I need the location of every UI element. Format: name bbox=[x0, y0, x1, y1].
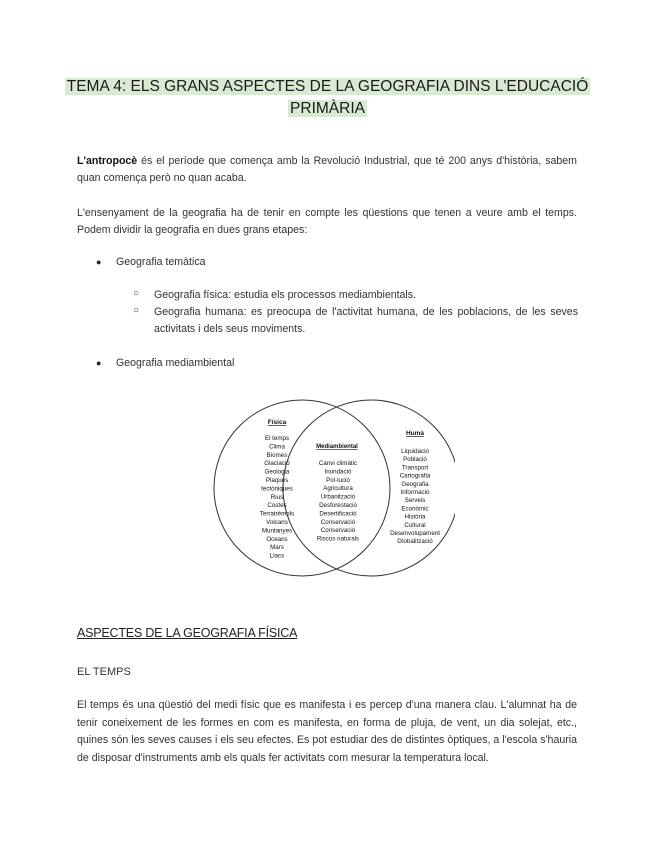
venn-circle-right bbox=[283, 400, 455, 576]
venn-left-item: Llacs bbox=[269, 552, 285, 560]
venn-right-item: Història bbox=[404, 513, 426, 521]
venn-left-item: Rius bbox=[270, 493, 284, 501]
venn-left-item: Plaques bbox=[265, 477, 289, 484]
venn-left-item: Muntanyes bbox=[261, 527, 293, 535]
title-line-2: PRIMÀRIA bbox=[290, 100, 365, 117]
venn-left-title: Física bbox=[267, 419, 287, 426]
section-heading: ASPECTES DE LA GEOGRAFIA FÍSICA bbox=[77, 626, 298, 640]
venn-center-item: Conservació bbox=[320, 527, 356, 535]
venn-left-item: Glaciació bbox=[264, 460, 290, 468]
venn-right-item: Informació bbox=[400, 489, 430, 496]
venn-center-item: Pol·lució bbox=[326, 476, 350, 484]
venn-right-item: Cultural bbox=[404, 521, 426, 529]
venn-center-item: Desertificació bbox=[319, 510, 357, 518]
venn-left-item: Terratrèmols bbox=[259, 510, 295, 518]
venn-center-item: Canvi climàtic bbox=[318, 460, 358, 467]
bullet-dot-icon: ● bbox=[96, 257, 102, 267]
venn-right-item: Geografia bbox=[401, 480, 429, 488]
bullet-mediambiental: Geografia mediambiental bbox=[116, 357, 235, 369]
venn-right-item: Població bbox=[403, 456, 427, 464]
sub-bullet-humana: Geografia humana: es preocupa de l'activitat humana, de les poblacions, de les seves activitats i dels seus moviments. bbox=[154, 306, 578, 335]
venn-right-item: Globalització bbox=[397, 538, 433, 546]
section-body: El temps és una qüestió del medi físic que es manifesta i es percep d'una manera clau. L'alumnat ha de tenir coneixement de les formes en com es manifesta, en forma de pluja, de vent, un dia solejat, etc., quines són les seves causes i els seu efectes. Es pot estudiar des de distintes òptiques, a l'escola s'hauria de disposar d'instruments amb els quals fer activitats com mesurar la temperatura local. bbox=[77, 699, 577, 764]
intro-term: L'antropocè bbox=[77, 155, 138, 167]
venn-center-item: Desforestació bbox=[319, 502, 357, 509]
venn-right-item: Serveis bbox=[404, 497, 426, 505]
venn-center-title: Mediambiental bbox=[316, 444, 358, 450]
venn-left-item: Biomes bbox=[266, 451, 288, 459]
venn-right-list bbox=[390, 448, 440, 545]
venn-center-item: Agricultura bbox=[323, 485, 353, 493]
teaching-paragraph: L'ensenyament de la geografia ha de tenir en compte les qüestions que tenen a veure amb el temps. Podem dividir la geografia en dues grans etapes: bbox=[77, 207, 577, 236]
section-subheading: EL TEMPS bbox=[77, 666, 131, 678]
page-title bbox=[60, 76, 595, 120]
venn-right-item: Cartografia bbox=[399, 472, 431, 480]
sub-bullet-fisica: Geografia física: estudia els processos mediambientals. bbox=[154, 289, 417, 301]
venn-left-item: Mars bbox=[270, 544, 284, 552]
venn-left-item: Oceans bbox=[266, 535, 288, 543]
venn-left-item: Geologia bbox=[264, 468, 290, 476]
circle-bullet-icon: ○ bbox=[133, 305, 140, 316]
venn-left-item: tectòniques bbox=[261, 485, 293, 493]
venn-circle-left bbox=[214, 400, 390, 576]
venn-center-list bbox=[317, 460, 359, 543]
circle-bullet-icon: ○ bbox=[133, 288, 140, 299]
venn-right-item: Desenvolupament bbox=[390, 530, 440, 537]
venn-diagram bbox=[205, 390, 455, 585]
bullet-dot-icon: ● bbox=[96, 358, 102, 368]
venn-left-list bbox=[260, 435, 294, 560]
venn-center-item: Urbanització bbox=[320, 493, 356, 501]
venn-left-item: Clima bbox=[269, 443, 285, 451]
venn-right-item: Transport bbox=[401, 464, 429, 472]
venn-left-item: Costes bbox=[267, 502, 287, 510]
title-line-1: TEMA 4: ELS GRANS ASPECTES DE LA GEOGRAFIA DINS L'EDUCACIÓ bbox=[66, 78, 589, 95]
venn-right-item: Econòmic bbox=[401, 505, 429, 513]
intro-text: és el període que comença amb la Revolució Industrial, que té 200 anys d'història, sabem quan comença però no quan acaba. bbox=[77, 155, 577, 184]
venn-left-item: Volcans bbox=[266, 519, 288, 526]
venn-center-item: Inundació bbox=[324, 468, 352, 476]
bullet-tematica: Geografia temàtica bbox=[116, 256, 206, 268]
venn-right-title: Humà bbox=[405, 430, 425, 437]
intro-paragraph bbox=[77, 153, 577, 187]
venn-right-item: Liquidació bbox=[401, 448, 429, 455]
venn-center-item: Conservació bbox=[320, 518, 356, 526]
venn-center-item: Riscos naturals bbox=[316, 535, 360, 543]
venn-left-item: El temps bbox=[264, 435, 290, 442]
